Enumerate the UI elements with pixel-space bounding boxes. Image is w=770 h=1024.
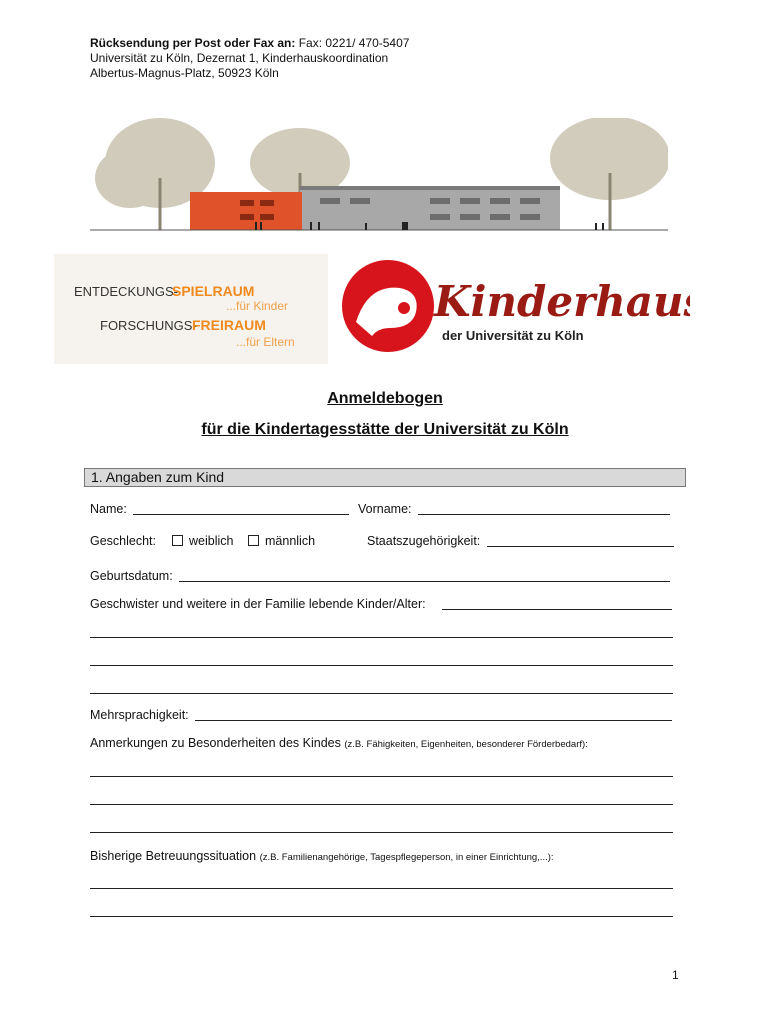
page-number: 1 xyxy=(672,968,679,982)
return-address xyxy=(90,36,409,81)
logo-left-line2-a: FORSCHUNGS- xyxy=(100,318,197,333)
betreuung-line-1[interactable] xyxy=(90,888,673,889)
form-subtitle: für die Kindertagesstätte der Universität zu Köln xyxy=(201,421,569,438)
logo-left-sub1: ...für Kinder xyxy=(226,299,289,313)
geschwister-label: Geschwister und weitere in der Familie lebende Kinder/Alter: xyxy=(90,597,426,611)
form-title: Anmeldebogen xyxy=(327,390,443,407)
betreuung-label-text: Bisherige Betreuungssituation xyxy=(90,849,257,863)
name-field[interactable] xyxy=(133,514,349,515)
geburtsdatum-label: Geburtsdatum: xyxy=(90,569,173,583)
vorname-label: Vorname: xyxy=(358,502,412,516)
anmerkungen-line-3[interactable] xyxy=(90,832,673,833)
address-line-2: Universität zu Köln, Dezernat 1, Kinderhauskoordination xyxy=(90,51,389,65)
maennlich-label: männlich xyxy=(265,534,316,548)
weiblich-label: weiblich xyxy=(189,534,234,548)
betreuung-hint: (z.B. Familienangehörige, Tagespflegeperson, in einer Einrichtung,...): xyxy=(259,852,554,863)
address-line-3: Albertus-Magnus-Platz, 50923 Köln xyxy=(90,66,279,80)
logo-left-sub2: ...für Eltern xyxy=(236,335,295,349)
logo-kinderhaus xyxy=(338,254,690,364)
kinderhaus-title: Kinderhaus xyxy=(434,277,690,326)
mehrsprachigkeit-label: Mehrsprachigkeit: xyxy=(90,708,189,722)
geschwister-line-2[interactable] xyxy=(90,637,673,638)
return-label: Rücksendung per Post oder Fax an: xyxy=(90,36,296,50)
mehrsprachigkeit-field[interactable] xyxy=(195,720,672,721)
option-maennlich[interactable] xyxy=(248,534,315,548)
anmerkungen-line-1[interactable] xyxy=(90,776,673,777)
geschwister-field[interactable] xyxy=(442,609,672,610)
logo-entdeckungs-spielraum xyxy=(54,254,328,364)
anmerkungen-label-text: Anmerkungen zu Besonderheiten des Kindes xyxy=(90,736,341,750)
option-weiblich[interactable] xyxy=(172,534,233,548)
geschwister-line-4[interactable] xyxy=(90,693,673,694)
anmerkungen-line-2[interactable] xyxy=(90,804,673,805)
logo-left-line1-a: ENTDECKUNGS- xyxy=(74,284,179,299)
checkbox-maennlich[interactable] xyxy=(248,535,259,546)
logo-left-line1-b: SPIELRAUM xyxy=(172,283,255,299)
fax-number: Fax: 0221/ 470-5407 xyxy=(295,36,410,50)
building-illustration xyxy=(90,118,668,233)
kinderhaus-subtitle: der Universität zu Köln xyxy=(442,328,584,343)
anmerkungen-label xyxy=(90,736,588,750)
logo-left-line2-b: FREIRAUM xyxy=(192,317,266,333)
geschwister-line-3[interactable] xyxy=(90,665,673,666)
betreuung-line-2[interactable] xyxy=(90,916,673,917)
staatszugehoerigkeit-field[interactable] xyxy=(487,546,674,547)
anmerkungen-hint: (z.B. Fähigkeiten, Eigenheiten, besonderer Förderbedarf): xyxy=(344,739,588,750)
betreuung-label xyxy=(90,849,554,863)
geschlecht-label: Geschlecht: xyxy=(90,534,157,548)
geburtsdatum-field[interactable] xyxy=(179,581,670,582)
vorname-field[interactable] xyxy=(418,514,670,515)
staatszugehoerigkeit-label: Staatszugehörigkeit: xyxy=(367,534,481,548)
section-heading-child: 1. Angaben zum Kind xyxy=(84,468,686,487)
name-label: Name: xyxy=(90,502,127,516)
checkbox-weiblich[interactable] xyxy=(172,535,183,546)
